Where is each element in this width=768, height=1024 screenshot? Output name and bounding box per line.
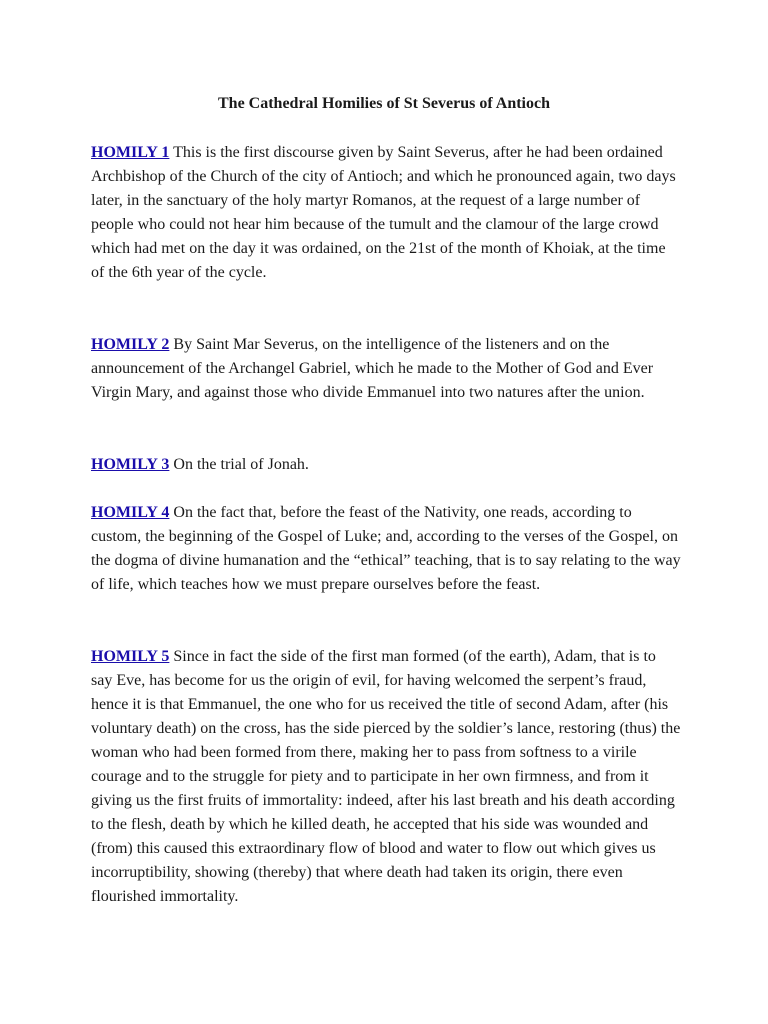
homily-2-text: By Saint Mar Severus, on the intelligence of the listeners and on the announcement of the Archangel Gabriel, which he made to the Mother of God and Ever Virgin Mary, and against those who divide Emmanuel into two natures after the union.: [91, 336, 654, 401]
homily-entry-5: [91, 645, 681, 909]
homily-entry-4: [91, 501, 681, 597]
homily-3-text: On the trial of Jonah.: [173, 456, 309, 473]
homily-1-text: This is the first discourse given by Saint Severus, after he had been ordained Archbishop of the Church of the city of Antioch; and which he pronounced again, two days later, in the sanctuary of the holy martyr Romanos, at the request of a large number of people who could not hear him because of the tumult and the clamour of the large crowd which had met on the day it was ordained, on the 21st of the month of Khoiak, at the time of the 6th year of the cycle.: [91, 144, 676, 281]
homily-entry-2: [91, 333, 681, 405]
homily-5-link[interactable]: HOMILY 5: [91, 648, 170, 665]
page-title: The Cathedral Homilies of St Severus of Antioch: [218, 95, 550, 112]
homily-4-link[interactable]: HOMILY 4: [91, 504, 170, 521]
homily-entry-3: [91, 453, 681, 477]
homily-1-link[interactable]: HOMILY 1: [91, 144, 170, 161]
homily-3-link[interactable]: HOMILY 3: [91, 456, 170, 473]
homily-5-text: Since in fact the side of the first man formed (of the earth), Adam, that is to say Eve, has become for us the origin of evil, for having welcomed the serpent’s fraud, hence it is that Emmanuel, the one who for us received the title of second Adam, after (his voluntary death) on the cross, has the side pierced by the soldier’s lance, restoring (thus) the woman who had been formed from there, making her to pass from softness to a virile courage and to the struggle for piety and to participate in her own firmness, and from it giving us the first fruits of immortality: indeed, after his last breath and his death according to the flesh, death by which he killed death, he accepted that his side was wounded and (from) this caused this extraordinary flow of blood and water to flow out which gives us incorruptibility, showing (thereby) that where death had taken its origin, there even flourished immortality.: [91, 648, 681, 905]
homily-4-text: On the fact that, before the feast of the Nativity, one reads, according to custom, the beginning of the Gospel of Luke; and, according to the verses of the Gospel, on the dogma of divine humanation and the “ethical” teaching, that is to say relating to the way of life, which teaches how we must prepare ourselves before the feast.: [91, 504, 681, 593]
homily-entry-1: [91, 141, 681, 285]
homily-2-link[interactable]: HOMILY 2: [91, 336, 170, 353]
